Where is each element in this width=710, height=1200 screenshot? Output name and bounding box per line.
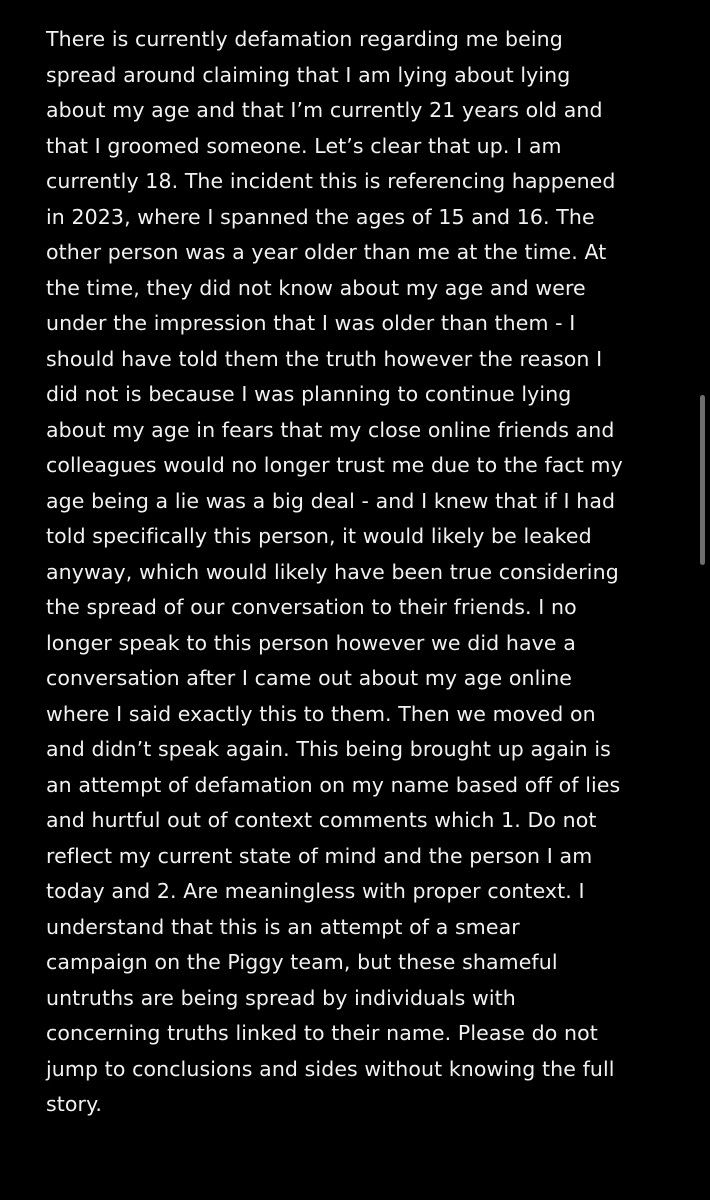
note-line: about my age and that I’m currently 21 years old and: [46, 98, 603, 122]
note-line: spread around claiming that I am lying about lying: [46, 62, 571, 87]
note-line: and didn’t speak again. This being brought up again is: [46, 737, 611, 761]
note-line: longer speak to this person however we did have a: [46, 630, 576, 655]
note-line: concerning truths linked to their name. Please do not: [46, 1021, 598, 1045]
note-line: in 2023, where I spanned the ages of 15 and 16. The: [46, 204, 595, 229]
note-line: conversation after I came out about my age online: [46, 666, 573, 690]
note-line: did not is because I was planning to continue lying: [46, 382, 572, 406]
note-line: an attempt of defamation on my name based off of lies: [46, 772, 621, 797]
note-line: under the impression that I was older than them - I: [46, 311, 576, 335]
note-line: There is currently defamation regarding me being: [46, 27, 563, 51]
note-line: other person was a year older than me at the time. At: [46, 240, 607, 264]
vertical-scrollbar[interactable]: [700, 395, 705, 565]
note-line: jump to conclusions and sides without knowing the full: [46, 1056, 615, 1081]
note-line: age being a lie was a big deal - and I knew that if I had: [46, 488, 616, 513]
note-line: story.: [46, 1092, 103, 1116]
note-line: the spread of our conversation to their friends. I no: [46, 595, 577, 619]
note-line: and hurtful out of context comments which 1. Do not: [46, 808, 597, 832]
note-line: where I said exactly this to them. Then we moved on: [46, 701, 596, 726]
note-line: understand that this is an attempt of a smear: [46, 914, 520, 939]
note-line: untruths are being spread by individuals with: [46, 985, 516, 1010]
note-line: the time, they did not know about my age and were: [46, 275, 586, 300]
note-line: today and 2. Are meaningless with proper context. I: [46, 879, 585, 903]
note-line: about my age in fears that my close online friends and: [46, 417, 615, 442]
note-line: should have told them the truth however the reason I: [46, 346, 603, 371]
note-line: colleagues would no longer trust me due to the fact my: [46, 453, 623, 477]
note-line: that I groomed someone. Let’s clear that up. I am: [46, 133, 562, 158]
note-line: campaign on the Piggy team, but these shameful: [46, 950, 558, 974]
note-line: currently 18. The incident this is referencing happened: [46, 169, 616, 193]
note-line: told specifically this person, it would likely be leaked: [46, 524, 592, 548]
note-line: reflect my current state of mind and the person I am: [46, 843, 593, 868]
note-text-body[interactable]: [46, 22, 686, 1123]
note-line: anyway, which would likely have been true considering: [46, 559, 619, 584]
